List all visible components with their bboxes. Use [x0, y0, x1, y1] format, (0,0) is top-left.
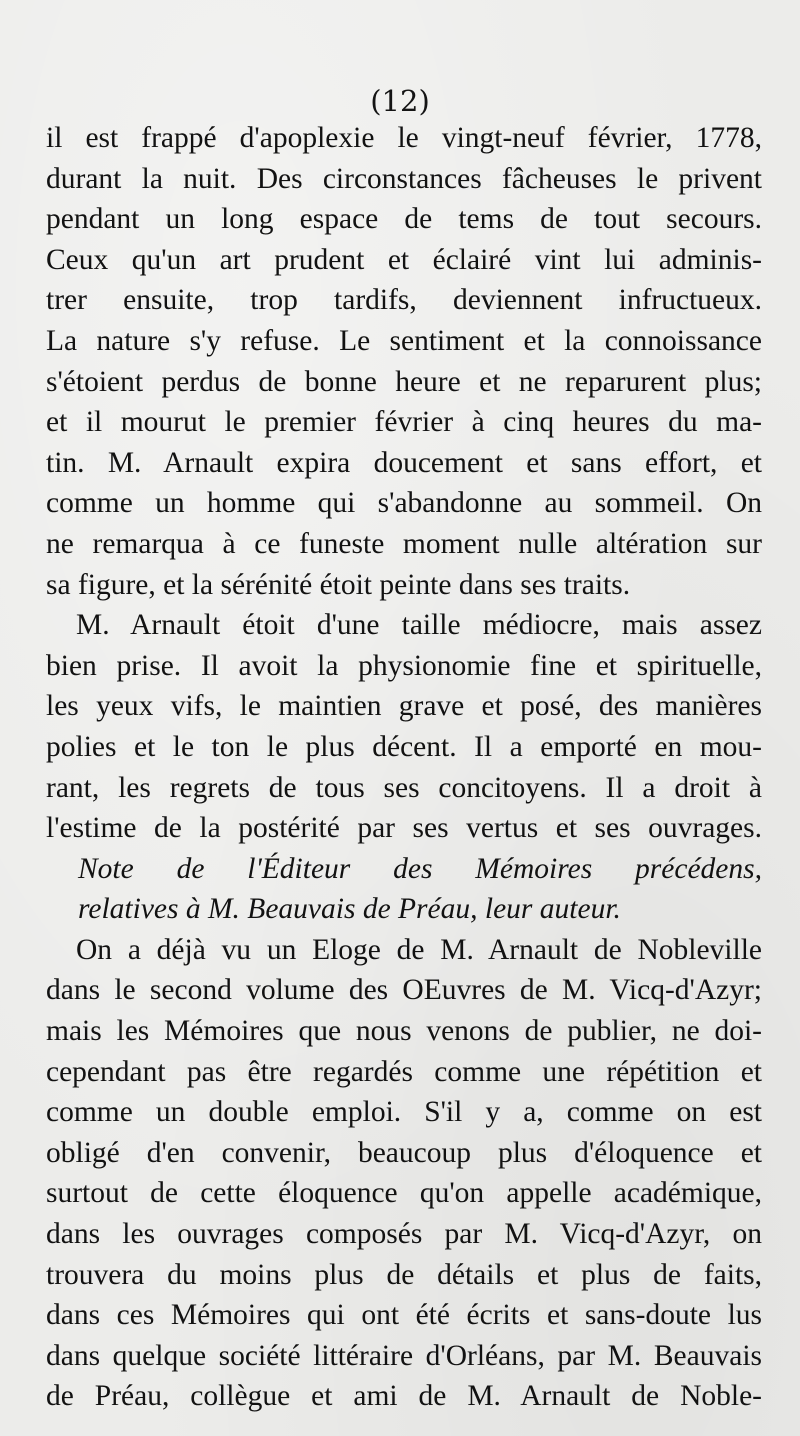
text-line: bien prise. Il avoit la physionomie fine et spirituelle, — [46, 649, 762, 682]
paragraph-start-line: M. Arnault étoit d'une taille médiocre, mais assez — [76, 609, 762, 642]
text-line: de Préau, collègue et ami de M. Arnault de Noble- — [46, 1380, 762, 1413]
body-text — [46, 118, 762, 1417]
text-line: comme un double emploi. S'il y a, comme on est — [46, 1096, 762, 1129]
paragraph-start-line: On a déjà vu un Eloge de M. Arnault de Nobleville — [76, 933, 762, 966]
text-line: Ceux qu'un art prudent et éclairé vint lui adminis- — [46, 243, 762, 276]
text-line: l'estime de la postérité par ses vertus et ses ouvrages. — [46, 812, 762, 845]
text-line: obligé d'en convenir, beaucoup plus d'éloquence et — [46, 1136, 762, 1169]
editor-note-heading: Note de l'Éditeur des Mémoires précédens, — [78, 852, 762, 885]
text-line: trer ensuite, trop tardifs, deviennent infructueux. — [46, 284, 762, 317]
text-line: s'étoient perdus de bonne heure et ne reparurent plus; — [46, 365, 762, 398]
text-line: dans quelque société littéraire d'Orléans, par M. Beauvais — [46, 1339, 762, 1372]
text-line: cependant pas être regardés comme une répétition et — [46, 1055, 762, 1088]
text-line: ne remarqua à ce funeste moment nulle altération sur — [46, 527, 762, 560]
text-line: polies et le ton le plus décent. Il a emporté en mou- — [46, 730, 762, 763]
editor-note-heading: relatives à M. Beauvais de Préau, leur auteur. — [78, 893, 621, 926]
text-line: La nature s'y refuse. Le sentiment et la connoissance — [46, 324, 762, 357]
text-line: mais les Mémoires que nous venons de publier, ne doi- — [46, 1015, 762, 1048]
text-line: comme un homme qui s'abandonne au sommeil. On — [46, 487, 762, 520]
text-line: dans les ouvrages composés par M. Vicq-d'Azyr, on — [46, 1218, 762, 1251]
text-line: tin. M. Arnault expira doucement et sans effort, et — [46, 446, 762, 479]
text-line: trouvera du moins plus de détails et plus de faits, — [46, 1258, 762, 1291]
text-line: dans ces Mémoires qui ont été écrits et sans-doute lus — [46, 1299, 762, 1332]
text-line: pendant un long espace de tems de tout secours. — [46, 203, 762, 236]
text-line: durant la nuit. Des circonstances fâcheuses le privent — [46, 162, 762, 195]
text-line: dans le second volume des OEuvres de M. Vicq-d'Azyr; — [46, 974, 762, 1007]
text-line: surtout de cette éloquence qu'on appelle académique, — [46, 1177, 762, 1210]
text-line: il est frappé d'apoplexie le vingt-neuf février, 1778, — [46, 122, 762, 154]
paragraph-end-line: sa figure, et la sérénité étoit peinte dans ses traits. — [46, 568, 631, 601]
text-line: les yeux vifs, le maintien grave et posé, des manières — [46, 690, 762, 723]
page-number: (12) — [370, 84, 430, 118]
text-line: rant, les regrets de tous ses concitoyens. Il a droit à — [46, 771, 762, 804]
text-line: et il mourut le premier février à cinq heures du ma- — [46, 406, 762, 439]
